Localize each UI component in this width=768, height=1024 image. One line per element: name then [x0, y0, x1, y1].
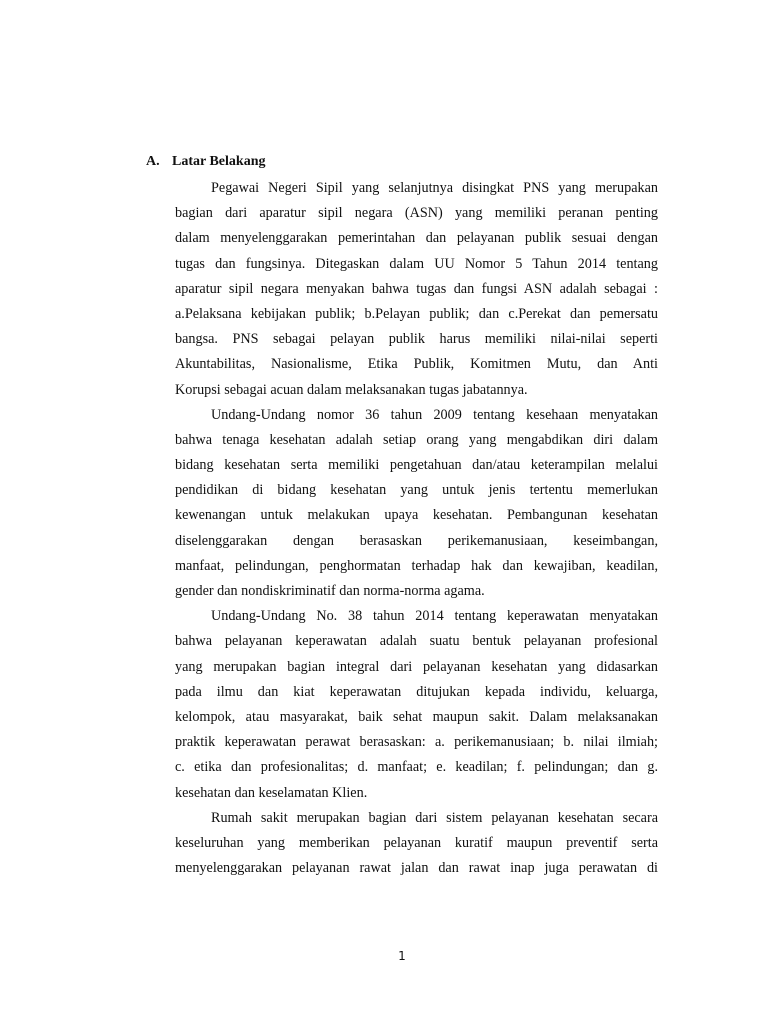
page-number: 1: [398, 949, 406, 963]
text-line: keseluruhan yang memberikan pelayanan kuratif maupun preventif serta: [175, 834, 658, 851]
text-line: c. etika dan profesionalitas; d. manfaat; e. keadilan; f. pelindungan; dan g.: [175, 759, 658, 776]
text-line: Akuntabilitas, Nasionalisme, Etika Publik, Komitmen Mutu, dan Anti: [175, 356, 658, 373]
paragraph: [175, 403, 658, 605]
paragraph: [175, 604, 658, 806]
text-line: kesehatan dan keselamatan Klien.: [175, 784, 368, 801]
text-line: pendidikan di bidang kesehatan yang untuk jenis tertentu memerlukan: [175, 482, 658, 499]
text-line: bangsa. PNS sebagai pelayan publik harus memiliki nilai-nilai seperti: [175, 331, 658, 348]
text-line: Undang-Undang nomor 36 tahun 2009 tentang kesehaan menyatakan: [211, 406, 658, 423]
text-line: a.Pelaksana kebijakan publik; b.Pelayan publik; dan c.Perekat dan pemersatu: [175, 305, 658, 322]
text-line: yang merupakan bagian integral dari pelayanan kesehatan yang didasarkan: [175, 658, 658, 675]
text-line: Undang-Undang No. 38 tahun 2014 tentang keperawatan menyatakan: [211, 608, 658, 625]
text-line: bagian dari aparatur sipil negara (ASN) yang memiliki peranan penting: [175, 205, 658, 222]
text-line: bahwa pelayanan keperawatan adalah suatu bentuk pelayanan profesional: [175, 633, 658, 650]
text-line: bidang kesehatan serta memiliki pengetahuan dan/atau keterampilan melalui: [175, 457, 658, 474]
section-heading: [146, 152, 265, 172]
paragraph: [175, 176, 658, 403]
text-line: diselenggarakan dengan berasaskan perikemanusiaan, keseimbangan,: [175, 532, 658, 549]
text-line: Korupsi sebagai acuan dalam melaksanakan tugas jabatannya.: [175, 381, 528, 398]
paragraph: [175, 806, 658, 882]
text-line: menyelenggarakan pelayanan rawat jalan dan rawat inap juga perawatan di: [175, 860, 658, 877]
text-line: kelompok, atau masyarakat, baik sehat maupun sakit. Dalam melaksanakan: [175, 708, 658, 725]
text-line: kewenangan untuk melakukan upaya kesehatan. Pembangunan kesehatan: [175, 507, 658, 524]
text-line: Rumah sakit merupakan bagian dari sistem pelayanan kesehatan secara: [211, 809, 658, 826]
text-line: aparatur sipil negara menyakan bahwa tugas dan fungsi ASN adalah sebagai :: [175, 280, 658, 297]
section-title: Latar Belakang: [172, 154, 266, 169]
body-text: [175, 176, 658, 881]
text-line: tugas dan fungsinya. Ditegaskan dalam UU Nomor 5 Tahun 2014 tentang: [175, 255, 658, 272]
text-line: praktik keperawatan perawat berasaskan: a. perikemanusiaan; b. nilai ilmiah;: [175, 734, 658, 751]
text-line: Pegawai Negeri Sipil yang selanjutnya disingkat PNS yang merupakan: [211, 180, 658, 196]
text-line: pada ilmu dan kiat keperawatan ditujukan kepada individu, keluarga,: [175, 683, 658, 700]
text-line: dalam menyelenggarakan pemerintahan dan pelayanan publik sesuai dengan: [175, 230, 658, 247]
text-line: bahwa tenaga kesehatan adalah setiap orang yang mengabdikan diri dalam: [175, 431, 658, 448]
text-line: manfaat, pelindungan, penghormatan terhadap hak dan kewajiban, keadilan,: [175, 557, 658, 574]
text-line: gender dan nondiskriminatif dan norma-norma agama.: [175, 583, 485, 599]
section-number: A.: [146, 154, 160, 169]
